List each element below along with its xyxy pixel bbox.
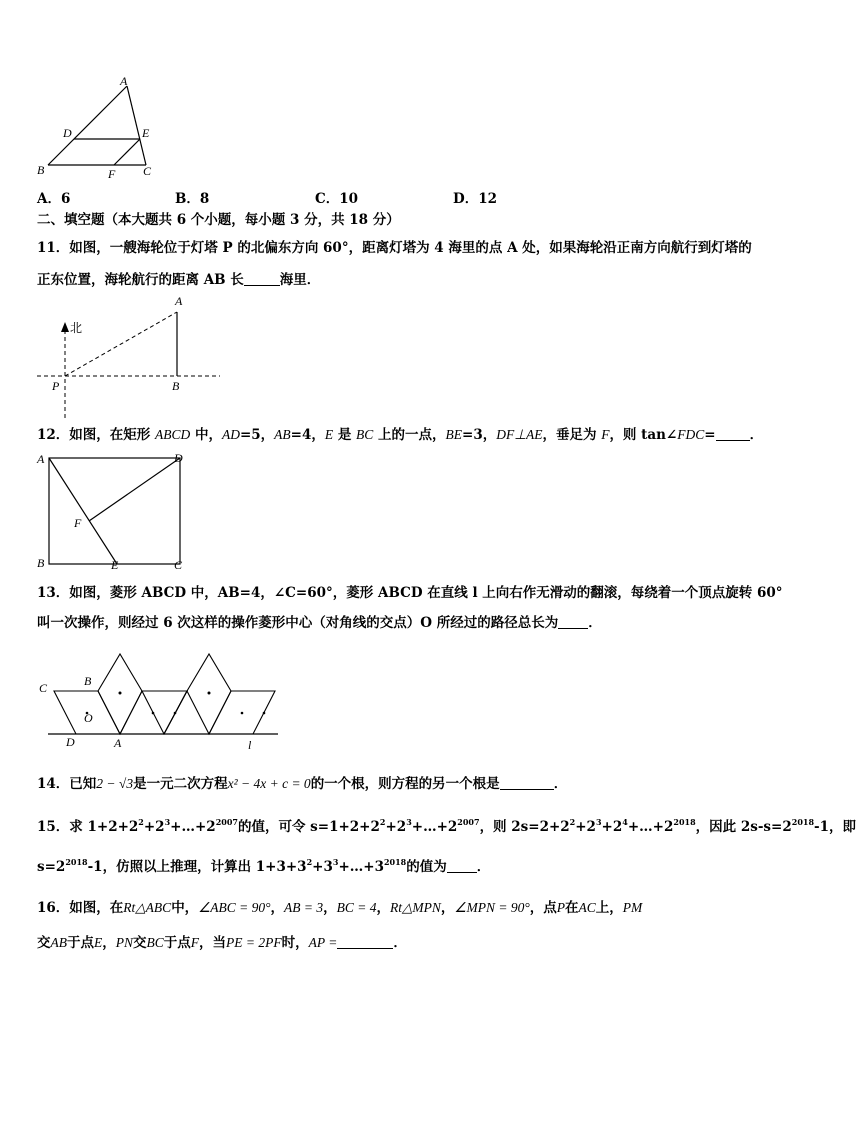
q15-line2: [37, 857, 490, 877]
label-C: C: [39, 681, 48, 695]
t: BC: [146, 935, 164, 950]
q16-line2: [37, 933, 407, 953]
t: +…+2: [627, 819, 674, 835]
t: ，: [102, 935, 116, 951]
t: Rt△MPN: [390, 900, 441, 915]
q12-mid5: ，则 tan∠: [609, 427, 678, 443]
t: ∠ABC = 90°: [198, 900, 271, 915]
option-b: B．8: [175, 191, 210, 207]
q12-prefix: 12．如图，在矩形: [37, 427, 155, 443]
option-d: D．12: [453, 191, 497, 207]
answer-blank[interactable]: [244, 271, 280, 286]
q13-line2: [37, 613, 602, 633]
t: +2: [575, 819, 596, 835]
rectangle-figure-q12: [34, 449, 194, 574]
t: AP =: [308, 935, 338, 950]
t: 2007: [215, 817, 238, 827]
q12-ad: AD: [221, 427, 240, 442]
q12-be: BE: [445, 427, 463, 442]
q14-end: ．: [553, 776, 568, 792]
t: P: [556, 900, 566, 915]
t: PN: [115, 935, 134, 950]
t: 4: [622, 817, 628, 827]
triangle-figure-q10: [34, 74, 164, 182]
t: 15．求 1+2+2: [37, 819, 139, 835]
answer-blank[interactable]: [558, 614, 588, 629]
q16-line1: [37, 898, 642, 918]
t: 于点: [163, 935, 191, 951]
label-C: C: [143, 164, 152, 178]
q14-suffix: 的一个根，则方程的另一个根是: [310, 776, 500, 792]
label-E: E: [111, 558, 119, 572]
q12-mid4: ，垂足为: [542, 427, 602, 443]
label-D: D: [66, 735, 75, 749]
label-B: B: [84, 674, 92, 688]
t: ．: [393, 935, 407, 951]
q15-line1: [37, 817, 856, 837]
label-O: O: [84, 711, 93, 725]
t: 时，: [281, 935, 309, 951]
label-A: A: [175, 294, 183, 308]
q13-line1: 13．如图，菱形 ABCD 中，AB=4，∠C=60°，菱形 ABCD 在直线 l 上向右作无滑动的翻滚，每绕着一个顶点旋转 60°: [37, 585, 783, 601]
label-B: B: [37, 556, 45, 570]
t: 2007: [457, 817, 480, 827]
q12-fdc: FDC: [677, 427, 705, 442]
q12-text: [37, 425, 763, 445]
q12-ab: AB: [274, 427, 291, 442]
t: F: [190, 935, 200, 950]
q12-mid2: 是: [333, 427, 357, 443]
q12-mid1: 中，: [190, 427, 222, 443]
q14-prefix: 14．已知: [37, 776, 97, 792]
t: 3: [406, 817, 412, 827]
label-A: A: [120, 74, 128, 88]
t: 的值为: [406, 859, 447, 875]
t: 交: [37, 935, 51, 951]
t: ∠MPN = 90°: [454, 900, 530, 915]
q14-equation: x² − 4x + c = 0: [227, 776, 311, 791]
q12-bc: BC: [356, 427, 374, 442]
option-c: C．10: [315, 191, 359, 207]
q12-dfae: DF⊥AE: [496, 427, 543, 442]
answer-blank[interactable]: [716, 426, 750, 441]
t: 交: [133, 935, 147, 951]
q12-end: ．: [749, 427, 764, 443]
q12-abcd: ABCD: [155, 427, 191, 442]
label-C: C: [174, 558, 183, 572]
answer-blank[interactable]: [337, 934, 393, 949]
q12-mid3: 上的一点，: [373, 427, 446, 443]
q13-text-a: 叫一次操作，则经过 6 次这样的操作菱形中心（对角线的交点）O 所经过的路径总长为: [37, 615, 559, 631]
t: 3: [164, 817, 171, 827]
t: 2: [306, 857, 313, 867]
label-F: F: [108, 167, 116, 181]
q14-text: [37, 774, 567, 794]
t: 2018: [383, 857, 407, 867]
t: 16．如图，在: [37, 900, 124, 916]
t: 2: [379, 817, 386, 827]
t: 2: [569, 817, 576, 827]
t: +2: [385, 819, 407, 835]
label-D: D: [63, 126, 72, 140]
q14-expr: 2 − √3: [96, 776, 134, 791]
t: 3: [595, 817, 602, 827]
answer-blank[interactable]: [447, 858, 477, 873]
t: BC = 4: [336, 900, 377, 915]
t: ，则 2s=2+2: [479, 819, 570, 835]
t: ．: [476, 859, 491, 875]
t: AB = 3: [284, 900, 324, 915]
north-label: 北: [70, 321, 83, 335]
t: Rt△ABC: [123, 900, 172, 915]
q12-v4: =: [704, 427, 716, 443]
t: 2018: [673, 817, 696, 827]
label-P: P: [52, 379, 60, 393]
label-D: D: [174, 451, 183, 465]
t: +2: [143, 819, 165, 835]
t: AB: [50, 935, 67, 950]
t: 2: [138, 817, 144, 827]
t: ，: [270, 900, 285, 916]
label-A: A: [114, 736, 122, 750]
t: 3: [332, 857, 339, 867]
lighthouse-figure-q11: [34, 292, 224, 420]
t: ，当: [199, 935, 227, 951]
q11-line2: [37, 270, 320, 290]
q11-text-a: 正东位置，海轮航行的距离 AB 长: [37, 272, 244, 288]
q11-line1: 11．如图，一艘海轮位于灯塔 P 的北偏东方向 60°，距离灯塔为 4 海里的点 A 处，如果海轮沿正南方向航行到灯塔的: [37, 240, 752, 256]
t: 在: [565, 900, 579, 916]
t: 2018: [791, 817, 815, 827]
t: ，因此 2s-s=2: [695, 819, 792, 835]
answer-blank[interactable]: [500, 775, 554, 790]
t: ，: [323, 900, 337, 916]
t: 中，: [171, 900, 199, 916]
t: AC: [578, 900, 596, 915]
label-A: A: [37, 452, 45, 466]
t: +3: [312, 859, 333, 875]
label-E: E: [142, 126, 150, 140]
q12-v1: =5，: [239, 427, 275, 443]
section-title: 二、填空题（本大题共 6 个小题，每小题 3 分，共 18 分）: [37, 212, 400, 228]
q12-e: E: [324, 427, 334, 442]
t: PE = 2PF: [226, 935, 282, 950]
t: 于点: [67, 935, 94, 951]
t: ，: [440, 900, 455, 916]
label-B: B: [37, 163, 45, 177]
q12-v3: =3，: [462, 427, 497, 443]
q12-f: F: [601, 427, 610, 442]
t: ，点: [529, 900, 557, 916]
t: 上，: [595, 900, 623, 916]
q13-text-b: ．: [588, 615, 602, 631]
t: s=2: [37, 859, 66, 875]
q14-mid: 是一元二次方程: [133, 776, 228, 792]
t: 的值，可令 s=1+2+2: [237, 819, 380, 835]
label-F: F: [74, 516, 82, 530]
t: +…+2: [411, 819, 458, 835]
t: 2018: [65, 857, 88, 867]
label-l: l: [248, 738, 252, 752]
q11-text-b: 海里．: [279, 272, 321, 288]
t: +…+3: [338, 859, 384, 875]
t: PM: [622, 900, 643, 915]
q12-v2: =4，: [290, 427, 325, 443]
t: -1，即: [814, 819, 856, 835]
t: +…+2: [170, 819, 216, 835]
t: -1，仿照以上推理，计算出 1+3+3: [87, 859, 307, 875]
label-B: B: [172, 379, 180, 393]
option-a: A．6: [37, 191, 71, 207]
t: +2: [601, 819, 623, 835]
rhombus-roll-figure-q13: [34, 646, 284, 754]
t: ，: [376, 900, 391, 916]
t: E: [94, 935, 103, 950]
